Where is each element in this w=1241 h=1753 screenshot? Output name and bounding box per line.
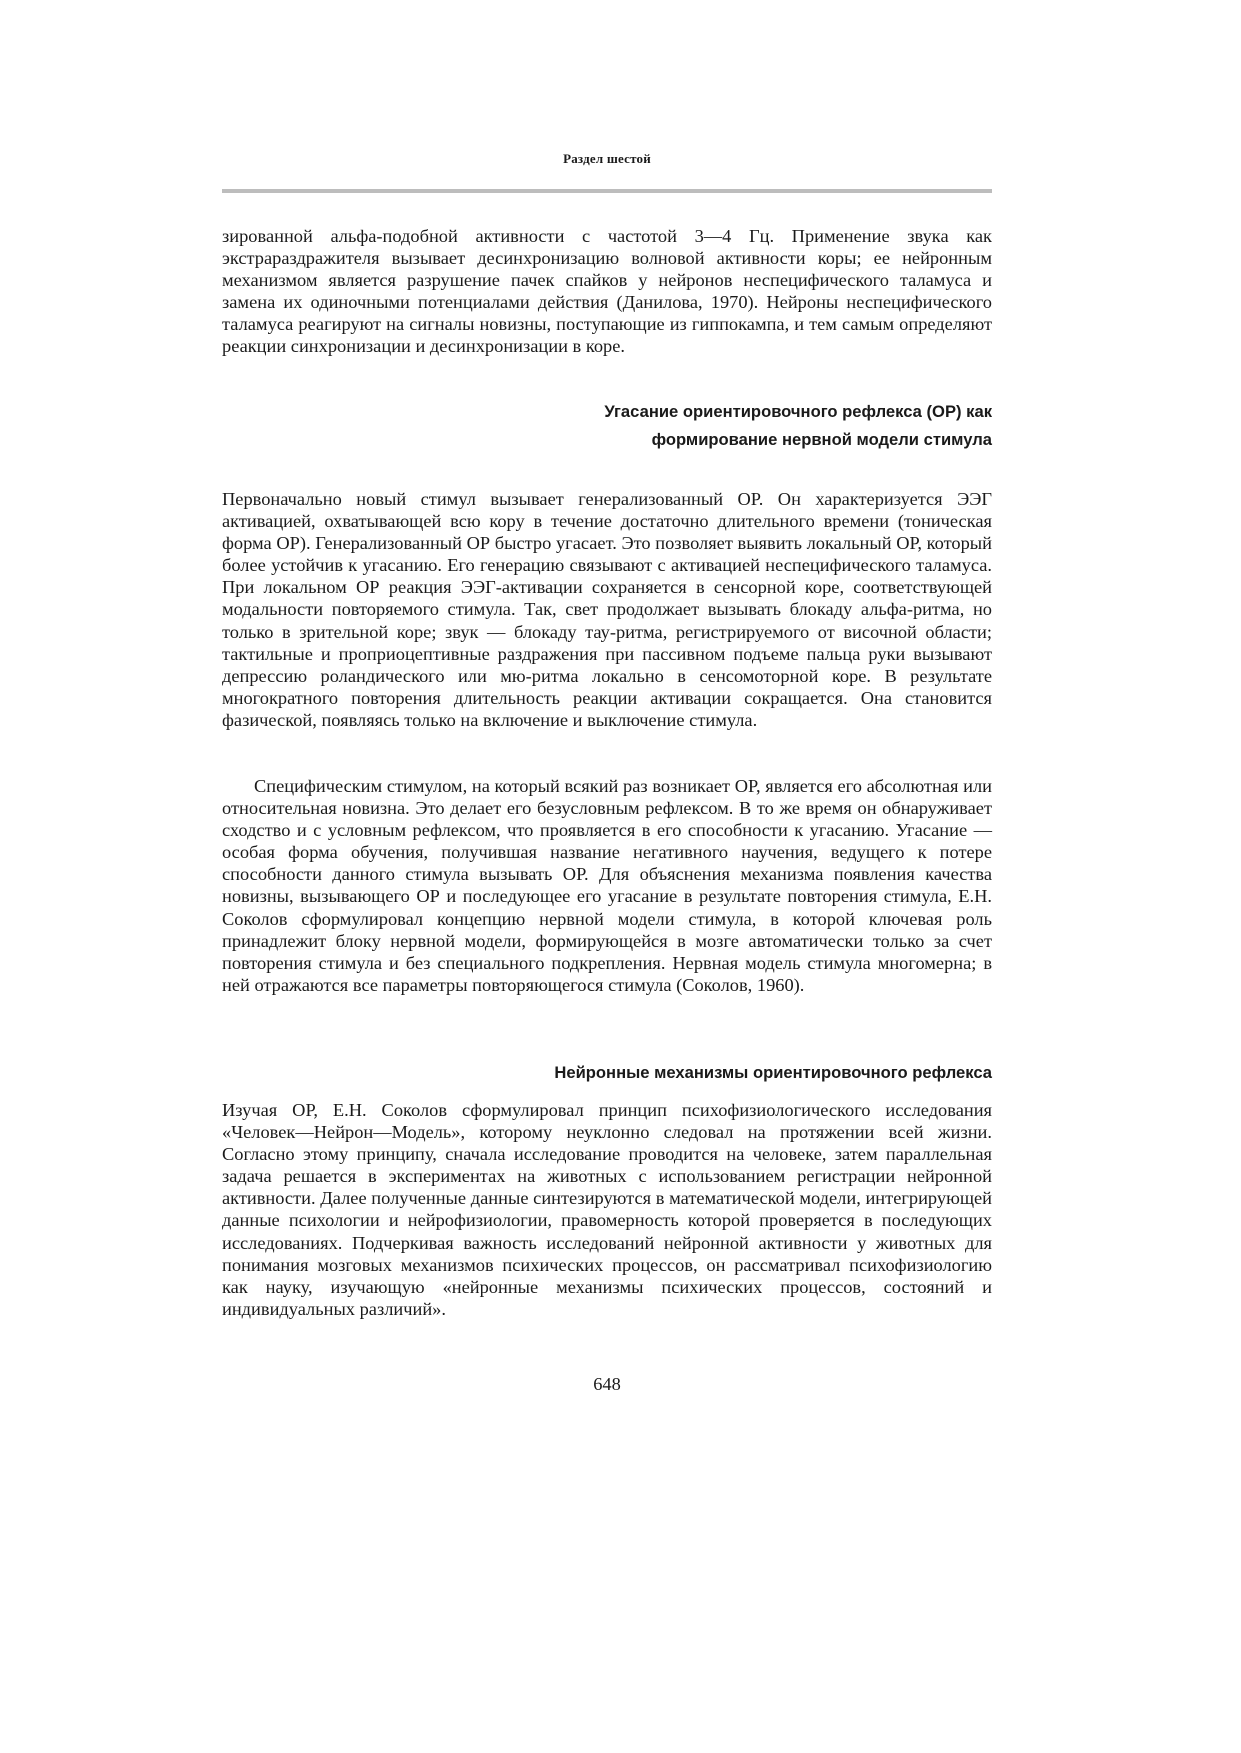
section-heading-extinction-line-1: Угасание ориентировочного рефлекса (ОР) как bbox=[604, 402, 992, 421]
paragraph-human-neuron-model: Изучая ОР, Е.Н. Соколов сформулировал принцип психофизиологического исследования «Человек—Нейрон—Модель», которому неуклонно следовал на протяжении всей жизни. Согласно этому принципу, сначала исследование проводится на человеке, затем параллельная задача решается в экспериментах на животных с использованием регистрации нейронной активности. Далее полученные данные синтезируются в математической модели, интегрирующей данные психологии и нейрофизиологии, правомерность которой проверяется в последующих исследованиях. Подчеркивая важность исследований нейронной активности у животных для понимания мозговых механизмов психических процессов, он рассматривал психофизиологию как науку, изучающую «нейронные механизмы психических процессов, состояний и индивидуальных различий». bbox=[222, 1100, 992, 1319]
section-heading-neuronal-mechanisms: Нейронные механизмы ориентировочного рефлекса bbox=[554, 1063, 992, 1082]
running-header: Раздел шестой bbox=[563, 151, 651, 166]
paragraph-generalized-or: Первоначально новый стимул вызывает генерализованный ОР. Он характеризуется ЭЭГ активацией, охватывающей всю кору в течение достаточно длительного времени (тоническая форма ОР). Генерализованный ОР быстро угасает. Это позволяет выявить локальный ОР, который более устойчив к угасанию. Его генерацию связывают с активацией неспецифического таламуса. При локальном ОР реакция ЭЭГ-активации сохраняется в сенсорной коре, соответствующей модальности повторяемого стимула. Так, свет продолжает вызывать блокаду альфа-ритма, но только в зрительной коре; звук — блокаду тау-ритма, регистрируемого от височной области; тактильные и проприоцептивные раздражения при пассивном подъеме пальца руки вызывают депрессию роландического или мю-ритма локально в сенсомоторной коре. В результате многократного повторения длительность реакции активации сокращается. Она становится фазической, появляясь только на включение и выключение стимула. bbox=[222, 489, 992, 730]
section-heading-extinction-line-2: формирование нервной модели стимула bbox=[651, 430, 992, 449]
page-number: 648 bbox=[593, 1374, 621, 1394]
paragraph-continuation: зированной альфа-подобной активности с частотой 3—4 Гц. Применение звука как экстрараздражителя вызывает десинхронизацию волновой активности коры; ее нейронным механизмом является разрушение пачек спайков у нейронов неспецифического таламуса и замена их одиночными потенциалами действия (Данилова, 1970). Нейроны неспецифического таламуса реагируют на сигналы новизны, поступающие из гиппокампа, и тем самым определяют реакции синхронизации и десинхронизации в коре. bbox=[222, 226, 992, 357]
section-heading-extinction bbox=[222, 398, 992, 454]
paragraph-novelty-stimulus: Специфическим стимулом, на который всякий раз возникает ОР, является его абсолютная или относительная новизна. Это делает его безусловным рефлексом. В то же время он обнаруживает сходство и с условным рефлексом, что проявляется в его способности к угасанию. Угасание — особая форма обучения, получившая название негативного научения, ведущего к потере способности данного стимула вызывать ОР. Для объяснения механизма появления качества новизны, вызывающего ОР и последующее его угасание в результате повторения стимула, Е.Н. Соколов сформулировал концепцию нервной модели стимула, в которой ключевая роль принадлежит блоку нервной модели, формирующейся в мозге автоматически только за счет повторения стимула и без специального подкрепления. Нервная модель стимула многомерна; в ней отражаются все параметры повторяющегося стимула (Соколов, 1960). bbox=[222, 776, 992, 995]
header-rule bbox=[222, 189, 992, 193]
